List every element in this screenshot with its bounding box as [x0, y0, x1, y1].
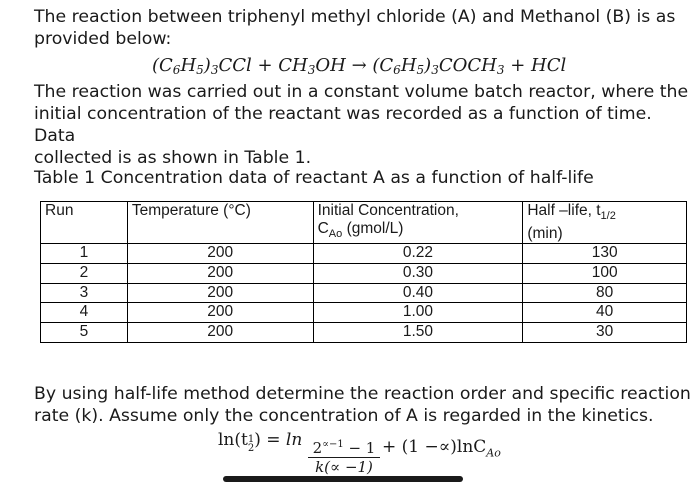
cell-run: 3 — [41, 283, 128, 303]
table-row — [41, 283, 687, 303]
formula-denominator: k(∝ −1) — [315, 458, 373, 476]
cell-temperature: 200 — [127, 283, 313, 303]
cell-concentration: 1.50 — [313, 323, 523, 343]
intro-line-1: The reaction between triphenyl methyl chloride (A) and Methanol (B) is as — [34, 7, 676, 27]
cell-half-life: 100 — [523, 263, 687, 283]
table-row — [41, 303, 687, 323]
description-line-3: collected is as shown in Table 1. — [34, 148, 312, 168]
header-concentration: Initial Concentration, $C_{Ao}$ (gmol/L) — [313, 202, 523, 244]
intro-paragraph — [34, 6, 694, 50]
table-caption: Table 1 Concentration data of reactant A as a function of half-life — [34, 168, 594, 188]
cell-concentration: 0.40 — [313, 283, 523, 303]
cell-run: 5 — [41, 323, 128, 343]
cell-temperature: 200 — [127, 244, 313, 264]
formula-lhs: ln(t1 2) = ln — [218, 430, 303, 454]
cell-concentration: 1.00 — [313, 303, 523, 323]
question-line-1: By using half-life method determine the reaction order and specific reaction — [34, 384, 691, 404]
cell-temperature: 200 — [127, 323, 313, 343]
table-row — [41, 323, 687, 343]
concentration-table — [40, 201, 687, 343]
formula-fraction — [308, 436, 380, 476]
table-row — [41, 263, 687, 283]
question-paragraph — [34, 383, 694, 427]
formula-underline-mark — [223, 476, 463, 482]
header-half-life: Half –life, $t_{1/2}$ (min) — [523, 202, 687, 244]
cell-run: 2 — [41, 263, 128, 283]
cell-run: 1 — [41, 244, 128, 264]
description-line-2: initial concentration of the reactant was recorded as a function of time. Data — [34, 104, 652, 146]
table-row — [41, 244, 687, 264]
question-line-2: rate (k). Assume only the concentration of A is regarded in the kinetics. — [34, 406, 654, 426]
cell-temperature: 200 — [127, 303, 313, 323]
cell-half-life: 40 — [523, 303, 687, 323]
cell-temperature: 200 — [127, 263, 313, 283]
formula-numerator: $2^{\propto-1} - 1$ — [308, 436, 380, 458]
cell-run: 4 — [41, 303, 128, 323]
cell-half-life: 80 — [523, 283, 687, 303]
cell-concentration: 0.30 — [313, 263, 523, 283]
cell-concentration: 0.22 — [313, 244, 523, 264]
header-run: Run — [41, 202, 128, 244]
cell-half-life: 130 — [523, 244, 687, 264]
intro-line-2: provided below: — [34, 29, 172, 49]
cell-half-life: 30 — [523, 323, 687, 343]
description-paragraph — [34, 81, 694, 169]
table-header-row — [41, 202, 687, 244]
reaction-equation: $(C_6H_5)_3CCl + CH_3OH$ → $(C_6H_5)_3COCH_3$ + HCl — [152, 55, 567, 77]
description-line-1: The reaction was carried out in a constant volume batch reactor, where the — [34, 82, 689, 102]
formula-rhs: + (1 −∝)lnC$_{Ao}$ — [382, 437, 501, 460]
header-temperature: Temperature (°C) — [127, 202, 313, 244]
